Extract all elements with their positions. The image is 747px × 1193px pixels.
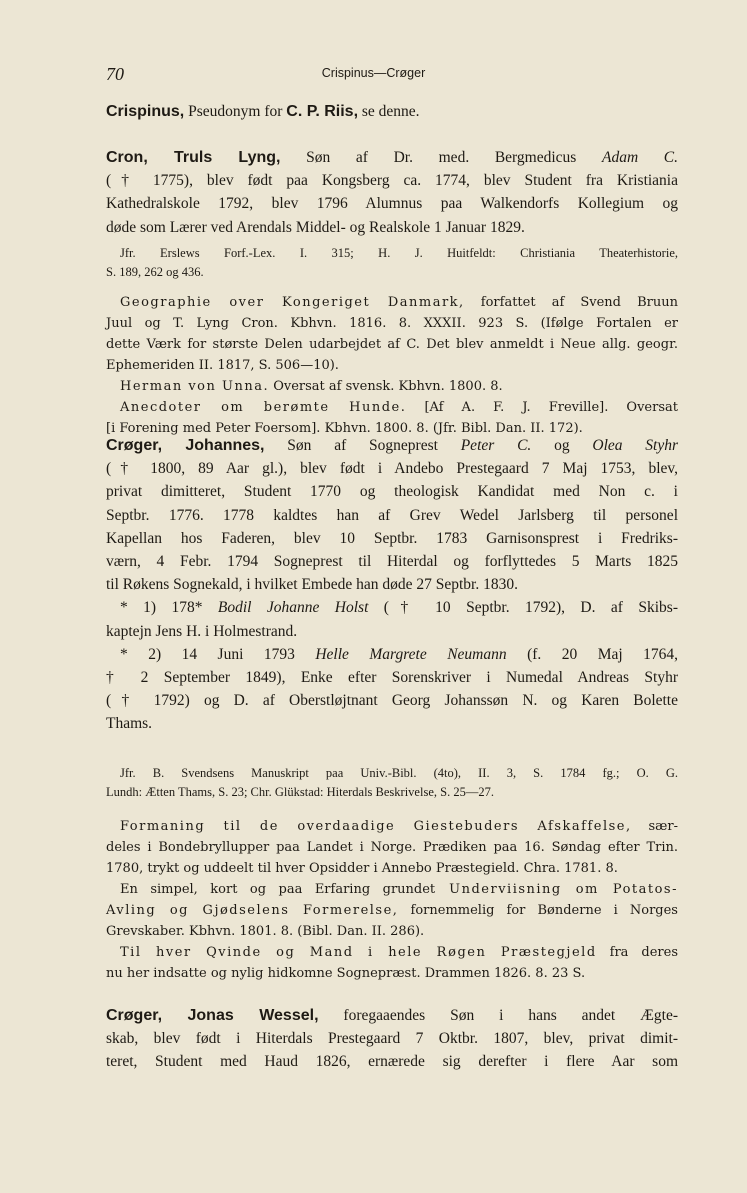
jonas-line-3: teret, Student med Haud 1826, ernærede sig derefter i flere Aar som [106,1053,678,1071]
johannes-marriage-2-a: * 2) 14 Juni 1793 Helle Margrete Neumann (f. 20 Maj 1764, [120,645,678,663]
johannes-work-1-a: Formaning til de overdaadige Giestebuders Afskaffelse, sær- [120,819,678,834]
johannes-work-2-c: Grevskaber. Kbhvn. 1801. 8. (Bibl. Dan. II. 286). [106,924,425,939]
crispinus-line: Crispinus, Pseudonym for C. P. Riis, se denne. [106,103,420,120]
johannes-line-3: privat dimitteret, Student 1770 og theologisk Kandidat med Non c. i [106,483,678,501]
cron-references [106,244,678,282]
johannes-line-7: til Røkens Sognekald, i hvilket Embede han døde 27 Septbr. 1830. [106,576,518,594]
johannes-works [106,816,678,984]
johannes-ref-1: Jfr. B. Svendsens Manuskript paa Univ.-Bibl. (4to), II. 3, S. 1784 fg.; O. G. [120,766,678,780]
entry-crøger-johannes [106,434,678,736]
cron-work-1-d: Ephemeriden II. 1817, S. 506—10). [106,358,339,373]
johannes-marriage-1-b: kaptejn Jens H. i Holmestrand. [106,622,298,640]
johannes-work-2-b: Avling og Gjødselens Formerelse, fornemmelig for Bønderne i Norges [106,903,678,918]
johannes-marriage-2-d: Thams. [106,715,153,733]
johannes-line-1: Crøger, Johannes, Søn af Sogneprest Peter C. og Olea Styhr [106,437,679,454]
cron-line-4: døde som Lærer ved Arendals Middel- og Realskole 1 Januar 1829. [106,218,525,236]
johannes-marriage-2-c: († 1792) og D. af Oberstløjtnant Georg Johanssøn N. og Karen Bolette [106,692,678,710]
cron-line-1: Cron, Truls Lyng, Søn af Dr. med. Bergmedicus Adam C. [106,149,679,166]
johannes-references [106,764,678,802]
crispinus-name: Crispinus, [106,103,185,120]
crispinus-ref: C. P. Riis, [286,103,359,120]
johannes-work-1-b: deles i Bondebryllupper paa Landet i Norge. Prædiken paa 16. Søndag efter Trin. [106,840,678,855]
johannes-marriage-2-b: † 2 September 1849), Enke efter Sorenskriver i Numedal Andreas Styhr [106,669,678,687]
jonas-line-1: Crøger, Jonas Wessel, foregaaendes Søn i hans andet Ægte- [106,1007,678,1024]
cron-works [106,292,678,439]
johannes-name: Crøger, Johannes, [106,437,265,454]
johannes-work-3-b: nu her indsatte og nylig hidkomne Sognepræst. Drammen 1826. 8. 23 S. [106,966,586,981]
cron-work-2: Herman von Unna. Oversat af svensk. Kbhvn. 1800. 8. [120,379,503,394]
running-title: Crispinus—Crøger [321,66,426,80]
cron-line-3: Kathedralskole 1792, blev 1796 Alumnus paa Walkendorfs Kollegium og [106,195,678,213]
johannes-work-1-c: 1780, trykt og uddeelt til hver Opsidder i Annebo Præstegield. Chra. 1781. 8. [106,861,618,876]
cron-work-3-b: [i Forening med Peter Foersom]. Kbhvn. 1800. 8. (Jfr. Bibl. Dan. II. 172). [106,421,583,436]
entry-crispinus [106,100,678,123]
cron-name: Cron, Truls Lyng, [106,149,281,166]
johannes-line-5: Kapellan hos Faderen, blev 10 Septbr. 1783 Garnisonsprest i Fredriks- [106,529,678,547]
johannes-marriage-1-a: * 1) 178* Bodil Johanne Holst († 10 Septbr. 1792), D. af Skibs- [120,599,678,617]
cron-work-3-a: Anecdoter om berømte Hunde. [Af A. F. J. Freville]. Oversat [120,400,678,415]
cron-ref-2: S. 189, 262 og 436. [106,265,204,279]
cron-ref-1: Jfr. Erslews Forf.-Lex. I. 315; H. J. Huitfeldt: Christiania Theaterhistorie, [120,246,678,260]
cron-work-1-b: Juul og T. Lyng Cron. Kbhvn. 1816. 8. XXXII. 923 S. (Ifølge Fortalen er [106,316,678,331]
johannes-line-2: († 1800, 89 Aar gl.), blev født i Andebo Prestegaard 7 Maj 1753, blev, [106,460,678,478]
jonas-name: Crøger, Jonas Wessel, [106,1007,319,1024]
cron-work-1-c: dette Værk for største Delen udarbejdet af C. Det blev anmeldt i Neue allg. geogr. [106,337,678,352]
johannes-work-2-a: En simpel, kort og paa Erfaring grundet Underviisning om Potatos- [120,882,678,897]
johannes-line-6: værn, 4 Febr. 1794 Sogneprest til Hiterdal og forflyttedes 5 Marts 1825 [106,553,678,571]
johannes-line-4: Septbr. 1776. 1778 kaldtes han af Grev Wedel Jarlsberg til personel [106,506,678,524]
cron-line-2: († 1775), blev født paa Kongsberg ca. 1774, blev Student fra Kristiania [106,172,678,190]
jonas-line-2: skab, blev født i Hiterdals Prestegaard 7 Oktbr. 1807, blev, privat dimit- [106,1030,678,1048]
entry-crøger-jonas [106,1004,678,1074]
johannes-work-3-a: Til hver Qvinde og Mand i hele Røgen Præstegjeld fra deres [120,945,679,960]
cron-work-1-a: Geographie over Kongeriget Danmark, forfattet af Svend Bruun [120,295,678,310]
johannes-ref-2: Lundh: Ætten Thams, S. 23; Chr. Glükstad: Hiterdals Beskrivelse, S. 25—27. [106,785,494,799]
page-number: 70 [106,64,124,84]
entry-cron [106,146,678,239]
